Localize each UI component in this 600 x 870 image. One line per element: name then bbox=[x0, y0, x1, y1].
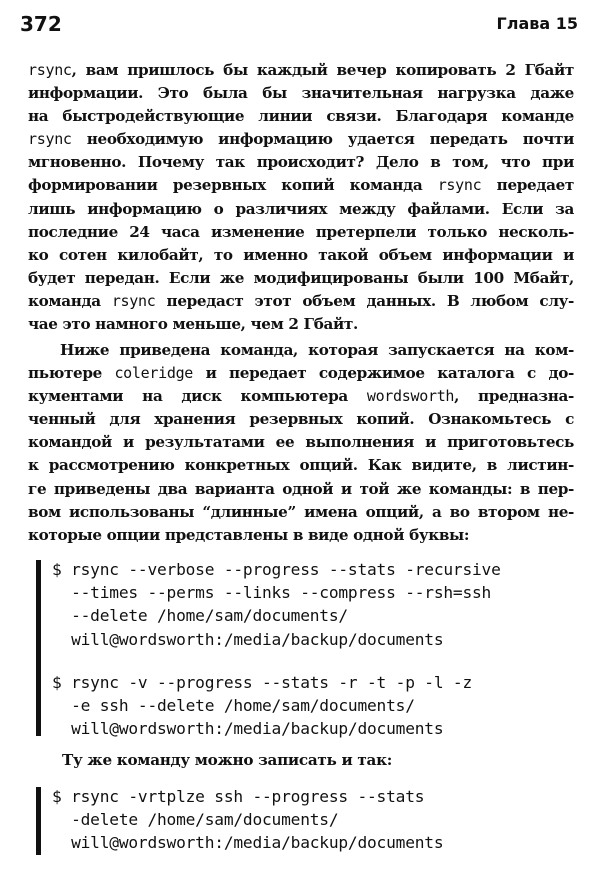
code-line: will@wordsworth:/media/backup/documents bbox=[52, 833, 444, 853]
text-line: которые опции представлены в виде одной буквы: bbox=[28, 525, 470, 544]
inline-command: rsync bbox=[28, 61, 72, 79]
hostname-wordsworth: wordsworth bbox=[366, 387, 455, 406]
text-line: последние 24 часа изменение претерпели только несколь- bbox=[28, 222, 574, 241]
text-line: кументами на диск компьютера wordsworth, предназна- bbox=[28, 387, 574, 406]
text-line: информации. Это была бы значительная нагрузка даже bbox=[28, 84, 574, 103]
inline-command: rsync bbox=[28, 130, 72, 149]
code-line: --delete /home/sam/documents/ bbox=[52, 606, 348, 626]
code-line: will@wordsworth:/media/backup/documents bbox=[52, 719, 444, 739]
text-line: формировании резервных копий команда rsync передает bbox=[28, 176, 574, 195]
text-line: Ниже приведена команда, которая запускается на ком- bbox=[60, 341, 574, 359]
paragraph-rsync-explanation bbox=[28, 59, 574, 336]
text-line: пьютере coleridge и передает содержимое каталога с до- bbox=[28, 364, 575, 383]
code-line: -e ssh --delete /home/sam/documents/ bbox=[52, 696, 415, 716]
text-line: команда rsync передаст этот объем данных. В любом слу- bbox=[28, 291, 574, 310]
page-header bbox=[20, 12, 578, 36]
code-line: $ rsync -vrtplze ssh --progress --stats bbox=[52, 787, 425, 806]
code-listing-1 bbox=[36, 558, 576, 738]
page-number: 372 bbox=[20, 12, 62, 36]
paragraph-command-intro bbox=[28, 339, 574, 547]
code-line: $ rsync --verbose --progress --stats -recursive bbox=[52, 560, 501, 579]
text-line: rsync необходимую информацию удается передать почти bbox=[28, 130, 574, 149]
text-line: ченный для хранения резервных копий. Ознакомьтесь с bbox=[28, 410, 574, 429]
text-line: ге приведены два варианта одной и той же команды: в пер- bbox=[28, 479, 574, 498]
inline-command: rsync bbox=[111, 291, 156, 310]
code-line: --times --perms --links --compress --rsh=ssh bbox=[52, 583, 492, 603]
text-line: чае это намного меньше, чем 2 Гбайт. bbox=[28, 315, 358, 334]
text-line: к рассмотрению конкретных опций. Как видите, в листин- bbox=[28, 456, 574, 475]
text-line: вом использованы “длинные” имена опций, а во втором не- bbox=[28, 502, 574, 521]
code-line: will@wordsworth:/media/backup/documents bbox=[52, 629, 444, 649]
text-line: командой и результатами ее выполнения и приготовьтесь bbox=[28, 433, 574, 452]
inline-command: rsync bbox=[437, 176, 482, 195]
text-line: rsync, вам пришлось бы каждый вечер копировать 2 Гбайт bbox=[28, 61, 574, 79]
code-line: -delete /home/sam/documents/ bbox=[52, 810, 339, 830]
code-margin-bar bbox=[36, 787, 41, 855]
code-margin-bar bbox=[36, 560, 41, 736]
chapter-title: Глава 15 bbox=[496, 14, 578, 33]
paragraph-alternative: Ту же команду можно записать и так: bbox=[62, 751, 393, 769]
code-listing-2 bbox=[36, 785, 576, 857]
text-line: на быстродействующие линии связи. Благодаря команде bbox=[28, 107, 574, 126]
hostname-coleridge: coleridge bbox=[114, 364, 194, 383]
text-line: мгновенно. Почему так происходит? Дело в том, что при bbox=[28, 153, 574, 172]
text-line: ко сотен килобайт, то именно такой объем информации и bbox=[28, 245, 574, 264]
code-line: $ rsync -v --progress --stats -r -t -p -l -z bbox=[52, 672, 473, 692]
text-line: лишь информацию о различиях между файлами. Если за bbox=[28, 199, 574, 218]
text-line: будет передан. Если же модифицированы были 100 Мбайт, bbox=[28, 268, 574, 287]
